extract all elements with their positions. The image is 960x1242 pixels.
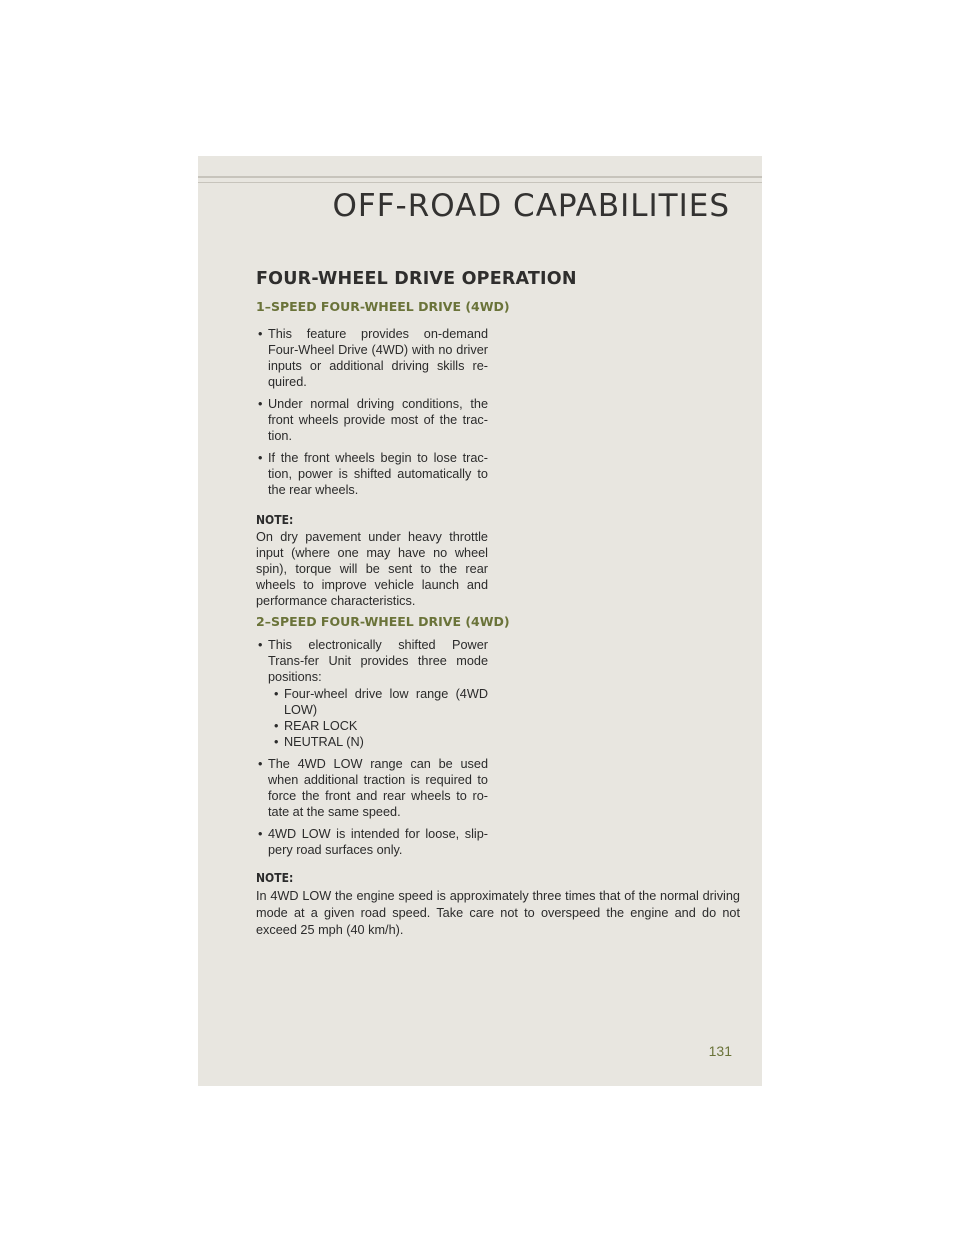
section-title: OFF-ROAD CAPABILITIES xyxy=(332,188,730,224)
note-label: NOTE: xyxy=(256,871,294,885)
main-heading: FOUR-WHEEL DRIVE OPERATION xyxy=(256,269,577,289)
manual-page xyxy=(198,156,762,1086)
list-item: • 4WD LOW is intended for loose, slip-pery road surfaces only. xyxy=(256,826,488,858)
list-item: • This feature provides on-demand Four-Wheel Drive (4WD) with no driver inputs or additional driving skills re-quired. xyxy=(256,326,488,390)
list-item-text: This electronically shifted Power Trans-fer Unit provides three mode positions: xyxy=(268,638,488,684)
note-text: On dry pavement under heavy throttle input (where one may have no wheel spin), torque will be sent to the rear wheels to improve vehicle launch and performance characteristics. xyxy=(256,530,488,608)
bullet-list xyxy=(256,637,488,858)
note-text: In 4WD LOW the engine speed is approximately three times that of the normal driving mode at a given road speed. Take care not to overspeed the engine and do not exceed 25 mph (40 km/h). xyxy=(256,889,740,937)
section-heading-2speed: 2–SPEED FOUR-WHEEL DRIVE (4WD) xyxy=(256,614,510,629)
bullet-list xyxy=(256,326,488,498)
note-label: NOTE: xyxy=(256,513,294,527)
list-item: • If the front wheels begin to lose trac-tion, power is shifted automatically to the rear wheels. xyxy=(256,450,488,498)
sub-bullet-list xyxy=(274,686,488,750)
list-item xyxy=(256,637,488,750)
list-item: • The 4WD LOW range can be used when additional traction is required to force the front and rear wheels to ro-tate at the same speed. xyxy=(256,756,488,820)
section-2speed-body xyxy=(256,637,488,864)
list-item: • Under normal driving conditions, the front wheels provide most of the trac-tion. xyxy=(256,396,488,444)
sub-list-item: • NEUTRAL (N) xyxy=(274,734,488,750)
page-number: 131 xyxy=(708,1043,732,1059)
header-rule-thin xyxy=(198,182,762,183)
section-1speed-body xyxy=(256,326,488,609)
sub-list-item: • REAR LOCK xyxy=(274,718,488,734)
bottom-note xyxy=(256,870,740,939)
section-heading-1speed: 1–SPEED FOUR-WHEEL DRIVE (4WD) xyxy=(256,299,510,314)
header-rule xyxy=(198,176,762,178)
sub-list-item: • Four-wheel drive low range (4WD LOW) xyxy=(274,686,488,718)
